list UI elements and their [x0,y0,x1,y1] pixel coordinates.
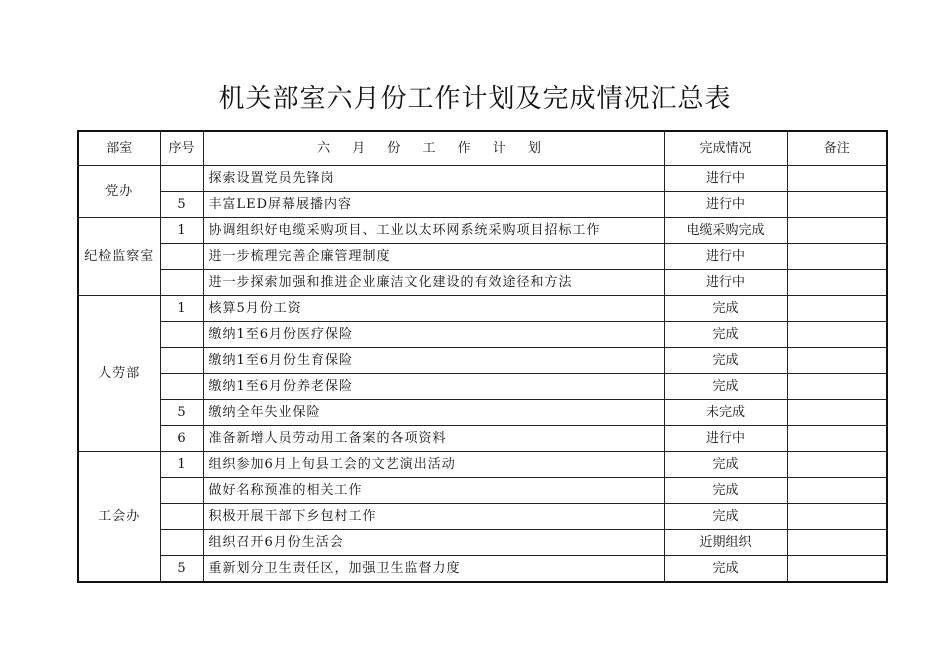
note-cell [787,556,887,583]
header-status: 完成情况 [664,131,787,166]
row-number-cell [160,270,203,296]
plan-cell: 积极开展干部下乡包村工作 [203,504,664,530]
table-row [78,296,887,322]
note-cell [787,218,887,244]
row-number-cell [160,166,203,192]
plan-cell: 探索设置党员先锋岗 [203,166,664,192]
note-cell [787,348,887,374]
plan-cell: 重新划分卫生责任区，加强卫生监督力度 [203,556,664,583]
note-cell [787,296,887,322]
note-cell [787,166,887,192]
plan-cell: 做好名称预准的相关工作 [203,478,664,504]
row-number-cell [160,374,203,400]
table-row [78,556,887,583]
status-cell: 完成 [664,556,787,583]
table-row [78,166,887,192]
table-body [78,166,887,583]
note-cell [787,322,887,348]
status-cell: 电缆采购完成 [664,218,787,244]
status-cell: 完成 [664,296,787,322]
table-row [78,348,887,374]
dept-cell: 党办 [78,166,160,218]
header-row [78,131,887,166]
status-cell: 完成 [664,504,787,530]
table-row [78,504,887,530]
header-no: 序号 [160,131,203,166]
plan-cell: 核算5月份工资 [203,296,664,322]
status-cell: 完成 [664,348,787,374]
status-cell: 进行中 [664,244,787,270]
plan-cell: 准备新增人员劳动用工备案的各项资料 [203,426,664,452]
status-cell: 完成 [664,322,787,348]
table-row [78,270,887,296]
dept-cell: 纪检监察室 [78,218,160,296]
dept-cell: 人劳部 [78,296,160,452]
plan-cell: 组织召开6月份生活会 [203,530,664,556]
plan-cell: 缴纳1至6月份医疗保险 [203,322,664,348]
header-dept: 部室 [78,131,160,166]
row-number-cell: 6 [160,426,203,452]
status-cell: 进行中 [664,192,787,218]
status-cell: 进行中 [664,270,787,296]
plan-cell: 缴纳全年失业保险 [203,400,664,426]
note-cell [787,530,887,556]
table-row [78,478,887,504]
row-number-cell: 5 [160,192,203,218]
plan-cell: 丰富LED屏幕展播内容 [203,192,664,218]
row-number-cell: 5 [160,556,203,583]
note-cell [787,504,887,530]
page-title: 机关部室六月份工作计划及完成情况汇总表 [218,84,732,114]
status-cell: 近期组织 [664,530,787,556]
note-cell [787,426,887,452]
status-cell: 完成 [664,478,787,504]
plan-cell: 进一步探索加强和推进企业廉洁文化建设的有效途径和方法 [203,270,664,296]
plan-cell: 缴纳1至6月份养老保险 [203,374,664,400]
note-cell [787,400,887,426]
row-number-cell: 1 [160,452,203,478]
table-row [78,192,887,218]
row-number-cell [160,348,203,374]
dept-cell: 工会办 [78,452,160,583]
row-number-cell [160,244,203,270]
status-cell: 进行中 [664,426,787,452]
row-number-cell [160,322,203,348]
note-cell [787,452,887,478]
row-number-cell: 1 [160,296,203,322]
table-row [78,400,887,426]
row-number-cell [160,530,203,556]
header-plan: 六 月 份 工 作 计 划 [203,131,664,166]
row-number-cell [160,478,203,504]
plan-cell: 组织参加6月上旬县工会的文艺演出活动 [203,452,664,478]
plan-cell: 协调组织好电缆采购项目、工业以太环网系统采购项目招标工作 [203,218,664,244]
status-cell: 进行中 [664,166,787,192]
table-row [78,426,887,452]
note-cell [787,374,887,400]
note-cell [787,244,887,270]
table-row [78,322,887,348]
table-row [78,530,887,556]
note-cell [787,270,887,296]
header-note: 备注 [787,131,887,166]
row-number-cell [160,504,203,530]
note-cell [787,478,887,504]
status-cell: 未完成 [664,400,787,426]
status-cell: 完成 [664,374,787,400]
table-row [78,244,887,270]
row-number-cell: 5 [160,400,203,426]
table-row [78,374,887,400]
table-row [78,218,887,244]
row-number-cell: 1 [160,218,203,244]
plan-cell: 缴纳1至6月份生育保险 [203,348,664,374]
table-row [78,452,887,478]
work-plan-table [77,130,888,583]
plan-cell: 进一步梳理完善企廉管理制度 [203,244,664,270]
note-cell [787,192,887,218]
status-cell: 完成 [664,452,787,478]
